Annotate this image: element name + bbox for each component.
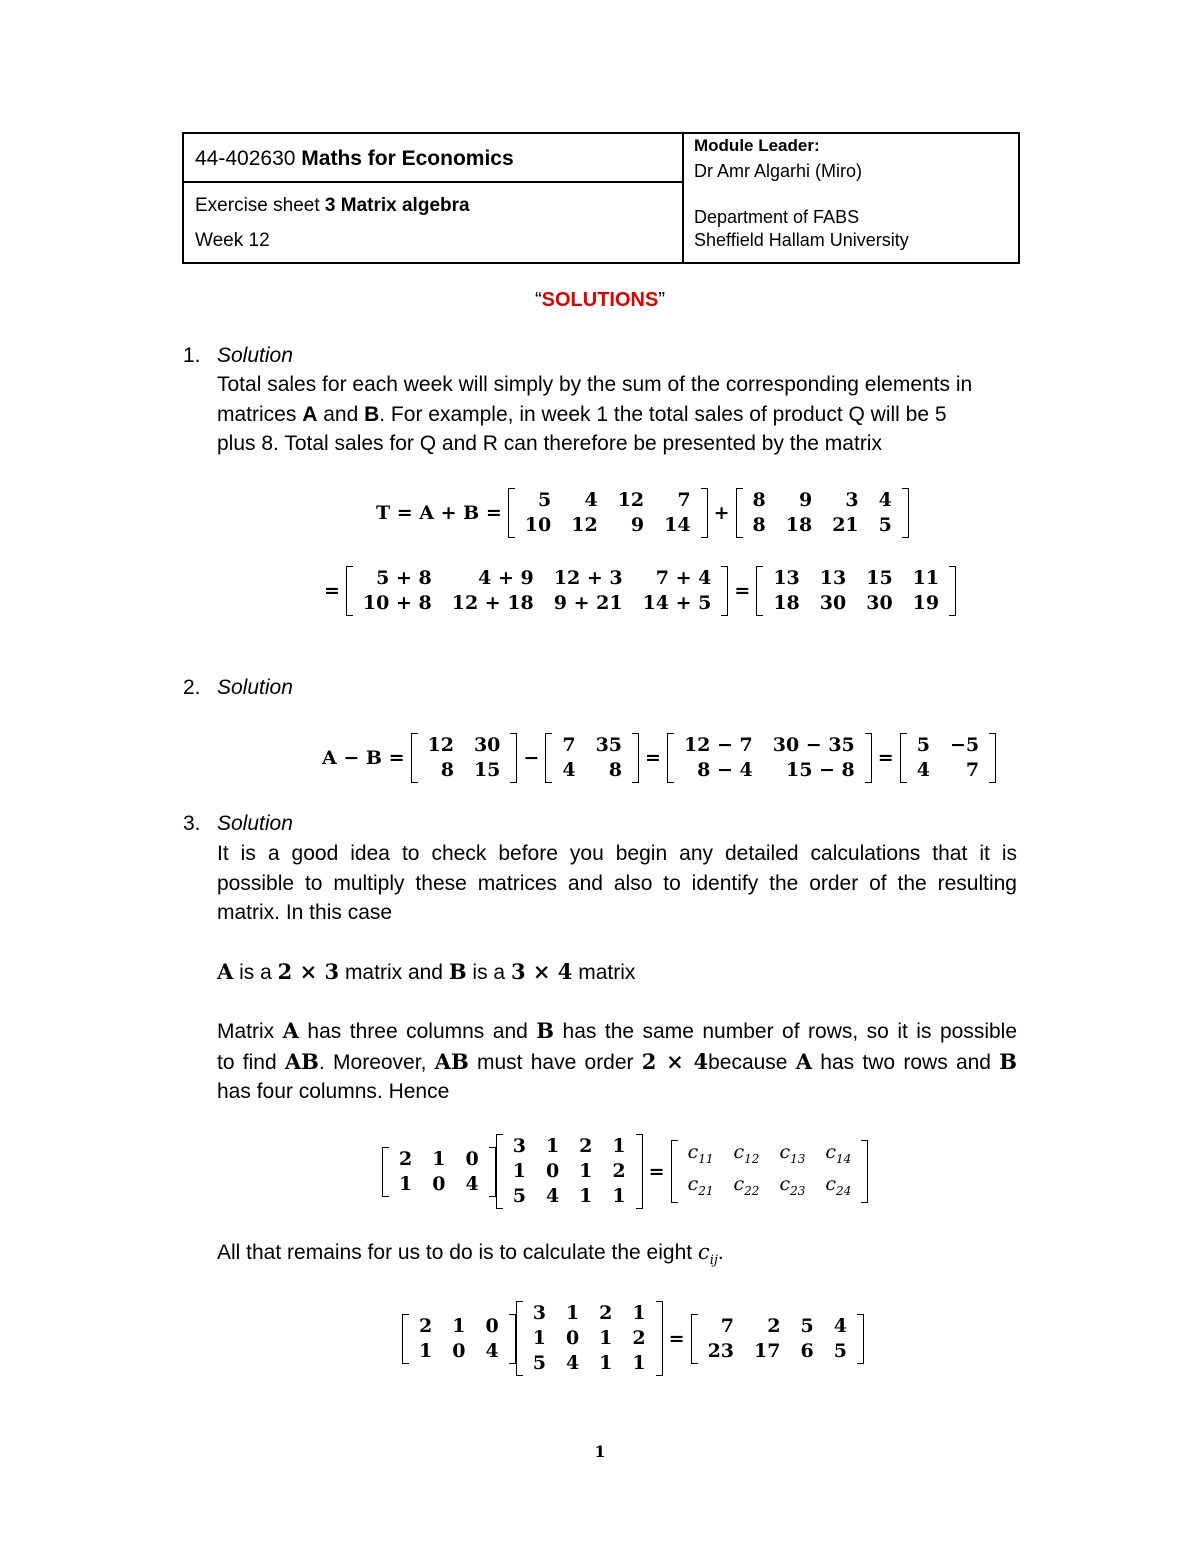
- matrix-c: [671, 1140, 869, 1204]
- equals-sign: =: [648, 1160, 665, 1183]
- matrix-cell: 18: [785, 514, 813, 536]
- matrix-cell: 4: [485, 1339, 499, 1362]
- matrix-cell: 9: [798, 489, 813, 511]
- q3-paragraph-2: [217, 1016, 1017, 1107]
- matrix-cell: 2: [632, 1327, 646, 1349]
- q3-equation-2: [402, 1301, 864, 1376]
- q2-label: Solution: [217, 676, 293, 699]
- matrix-cell: 12 − 7: [683, 734, 753, 756]
- matrix-cell: 15: [866, 567, 893, 589]
- matrix-cell: 4: [584, 489, 598, 511]
- q1-equation-1: [370, 488, 909, 538]
- matrix-1: [411, 733, 518, 783]
- matrix-cell: 3: [845, 489, 859, 511]
- q2-number: 2.: [183, 676, 201, 699]
- matrix-cell: 30: [819, 592, 847, 614]
- matrix-cell: 23: [707, 1339, 735, 1362]
- q3-number: 3.: [183, 812, 201, 835]
- matrix-cell: 2: [399, 1147, 413, 1170]
- matrix-cell: 19: [912, 592, 940, 614]
- matrix-cell: 7: [677, 489, 691, 511]
- q3-line-3: matrix. In this case: [217, 901, 393, 924]
- matrix-cell: $c_{11}$: [687, 1140, 714, 1166]
- matrix-cell: 1: [512, 1160, 526, 1182]
- matrix-cell: 11: [912, 567, 940, 589]
- matrix-cell: 2: [612, 1160, 626, 1182]
- matrix-cell: 15: [473, 759, 501, 781]
- university: Sheffield Hallam University: [694, 230, 909, 250]
- matrix-right: [496, 1134, 643, 1209]
- matrix-cell: 1: [632, 1352, 646, 1374]
- eq-lhs: T = A + B =: [376, 502, 502, 524]
- matrix-cell: 13: [773, 567, 800, 589]
- matrix-result: [691, 1314, 864, 1364]
- q1-line-3: plus 8. Total sales for Q and R can therefore be presented by the matrix: [217, 432, 882, 455]
- matrix-cell: $c_{22}$: [733, 1172, 760, 1198]
- matrix-cell: 2: [599, 1302, 613, 1324]
- matrix-cell: 35: [595, 734, 623, 756]
- matrix-cell: 8 − 4: [697, 759, 753, 781]
- matrix-cell: 1: [399, 1172, 413, 1195]
- matrix-b: [736, 488, 909, 538]
- matrix-cell: 4: [878, 489, 892, 511]
- matrix-cell: 7: [562, 734, 576, 756]
- matrix-cell: 15 − 8: [785, 759, 855, 781]
- q3-order-line: A is a 2 × 3 matrix and B is a 3 × 4 matrix: [217, 959, 636, 984]
- matrix-cell: 12 + 3: [553, 567, 623, 589]
- q3-paragraph-1: [217, 839, 1017, 928]
- matrix-cell: 4: [545, 1185, 560, 1207]
- matrix-a: [508, 488, 708, 538]
- equals-sign: =: [668, 1327, 685, 1350]
- matrix-cell: 0: [452, 1339, 466, 1362]
- q1-paragraph: [217, 370, 1017, 459]
- matrix-cell: 1: [579, 1185, 593, 1207]
- matrix-cell: 13: [819, 567, 847, 589]
- matrix-cell: $c_{14}$: [825, 1140, 852, 1166]
- matrix-cell: 1: [545, 1135, 560, 1157]
- equals-sign: =: [324, 580, 340, 602]
- matrix-cell: 9: [630, 514, 645, 536]
- eq-lhs: A − B =: [322, 747, 405, 769]
- matrix-cell: 12 + 18: [451, 592, 534, 614]
- matrix-3: [667, 733, 872, 783]
- matrix-cell: 5: [833, 1339, 847, 1362]
- matrix-right: [516, 1301, 663, 1376]
- matrix-left: [382, 1147, 496, 1197]
- matrix-cell: 14: [664, 514, 691, 536]
- matrix-cell: 6: [800, 1339, 814, 1362]
- matrix-cell: 4: [916, 759, 930, 781]
- matrix-cell: 7: [965, 759, 980, 781]
- q3-line-1: It is a good idea to check before you begin any detailed calculations that it is: [217, 842, 1017, 865]
- matrix-cell: 1: [579, 1160, 593, 1182]
- equals-sign: =: [645, 747, 661, 769]
- matrix-cell: 3: [532, 1302, 546, 1324]
- q1-label: Solution: [217, 344, 293, 367]
- matrix-cell: 2: [579, 1135, 593, 1157]
- matrix-cell: $c_{21}$: [687, 1172, 714, 1198]
- q3-p2-line-3: has four columns. Hence: [217, 1080, 450, 1103]
- equals-sign: =: [877, 747, 894, 769]
- matrix-cell: −5: [949, 734, 980, 756]
- matrix-cell: 4: [833, 1314, 847, 1337]
- matrix-cell: 1: [419, 1339, 433, 1362]
- matrix-cell: 8: [608, 759, 623, 781]
- q1-equation-2: [318, 566, 956, 616]
- matrix-cell: 5 + 8: [376, 567, 432, 589]
- matrix-cell: $c_{23}$: [779, 1172, 806, 1198]
- matrix-cell: 5: [532, 1352, 546, 1374]
- matrix-cell: 4: [562, 759, 576, 781]
- matrix-cell: 30 − 35: [772, 734, 855, 756]
- q2-equation: [316, 733, 996, 783]
- matrix-cell: 0: [465, 1147, 479, 1170]
- q3-label: Solution: [217, 812, 293, 835]
- matrix-cell: 1: [532, 1327, 546, 1349]
- matrix-cell: 1: [612, 1135, 626, 1157]
- matrix-cell: 7: [720, 1314, 735, 1337]
- solutions-heading: “SOLUTIONS”: [534, 289, 665, 311]
- q1-number: 1.: [183, 344, 201, 367]
- page-number: 1: [594, 1442, 606, 1461]
- module-leader-label: Module Leader:: [694, 136, 820, 155]
- q3-remains-line: All that remains for us to do is to calculate the eight $c_{ij}$.: [217, 1240, 724, 1269]
- matrix-cell: 10 + 8: [362, 592, 432, 614]
- matrix-cell: 8: [440, 759, 454, 781]
- matrix-cell: 1: [612, 1185, 626, 1207]
- matrix-cell: 1: [632, 1302, 646, 1324]
- matrix-cell: 5: [916, 734, 930, 756]
- matrix-cell: 0: [432, 1172, 446, 1195]
- matrix-cell: 30: [866, 592, 893, 614]
- matrix-cell: 12: [571, 514, 598, 536]
- matrix-cell: 1: [599, 1352, 613, 1374]
- q3-p2-line-1: Matrix A has three columns and B has the same number of rows, so it is possible: [217, 1018, 1018, 1043]
- matrix-cell: 17: [754, 1339, 781, 1362]
- matrix-cell: 21: [832, 514, 859, 536]
- sheet-title: Exercise sheet 3 Matrix algebra: [195, 195, 470, 216]
- matrix-t: [756, 566, 956, 616]
- course-title: 44-402630 Maths for Economics: [195, 147, 514, 170]
- matrix-cell: 2: [767, 1314, 781, 1337]
- matrix-cell: 0: [565, 1327, 580, 1349]
- matrix-cell: 0: [485, 1314, 499, 1337]
- q3-line-2: possible to multiply these matrices and also to identify the order of the resulting: [217, 871, 1017, 895]
- leader-name: Dr Amr Algarhi (Miro): [694, 161, 863, 181]
- matrix-cell: 2: [419, 1314, 433, 1337]
- matrix-cell: 7 + 4: [655, 567, 712, 589]
- week-label: Week 12: [195, 230, 270, 251]
- q1-line-2: matrices A and B. For example, in week 1 the total sales of product Q will be 5: [217, 402, 947, 426]
- matrix-cell: 8: [752, 489, 766, 511]
- matrix-cell: 5: [800, 1314, 814, 1337]
- q3-p2-line-2: to find AB. Moreover, AB must have order 2 × 4because A has two rows and B: [217, 1048, 1017, 1074]
- matrix-cell: 9 + 21: [553, 592, 623, 614]
- matrix-cell: 5: [538, 489, 552, 511]
- matrix-cell: 30: [473, 734, 501, 756]
- matrix-cell: 8: [752, 514, 766, 536]
- matrix-cell: 4: [465, 1172, 479, 1195]
- matrix-sum: [346, 566, 728, 616]
- matrix-cell: 5: [878, 514, 892, 536]
- matrix-cell: 18: [773, 592, 800, 614]
- q3-equation-1: [382, 1134, 868, 1209]
- table-divider-horizontal: [184, 181, 683, 183]
- matrix-cell: 14 + 5: [642, 592, 712, 614]
- matrix-cell: 4: [565, 1352, 580, 1374]
- matrix-left: [402, 1314, 516, 1364]
- matrix-cell: 0: [545, 1160, 560, 1182]
- matrix-cell: 4 + 9: [478, 567, 534, 589]
- plus-sign: +: [713, 502, 730, 524]
- matrix-cell: 5: [512, 1185, 526, 1207]
- matrix-cell: 10: [524, 514, 552, 536]
- matrix-cell: 1: [599, 1327, 613, 1349]
- table-divider-vertical: [682, 134, 684, 262]
- matrix-cell: 1: [432, 1147, 446, 1170]
- matrix-cell: 12: [427, 734, 454, 756]
- matrix-cell: $c_{24}$: [825, 1172, 852, 1198]
- matrix-cell: 1: [565, 1302, 580, 1324]
- minus-sign: −: [523, 747, 540, 769]
- matrix-cell: $c_{13}$: [779, 1140, 806, 1166]
- matrix-4: [900, 733, 996, 783]
- matrix-cell: $c_{12}$: [733, 1140, 760, 1166]
- matrix-cell: 12: [617, 489, 645, 511]
- header-table: [182, 132, 1020, 264]
- department: Department of FABS: [694, 207, 860, 227]
- matrix-cell: 1: [452, 1314, 466, 1337]
- equals-sign: =: [734, 580, 751, 602]
- q1-line-1: Total sales for each week will simply by the sum of the corresponding elements in: [217, 373, 973, 396]
- matrix-cell: 3: [512, 1135, 526, 1157]
- matrix-2: [545, 733, 639, 783]
